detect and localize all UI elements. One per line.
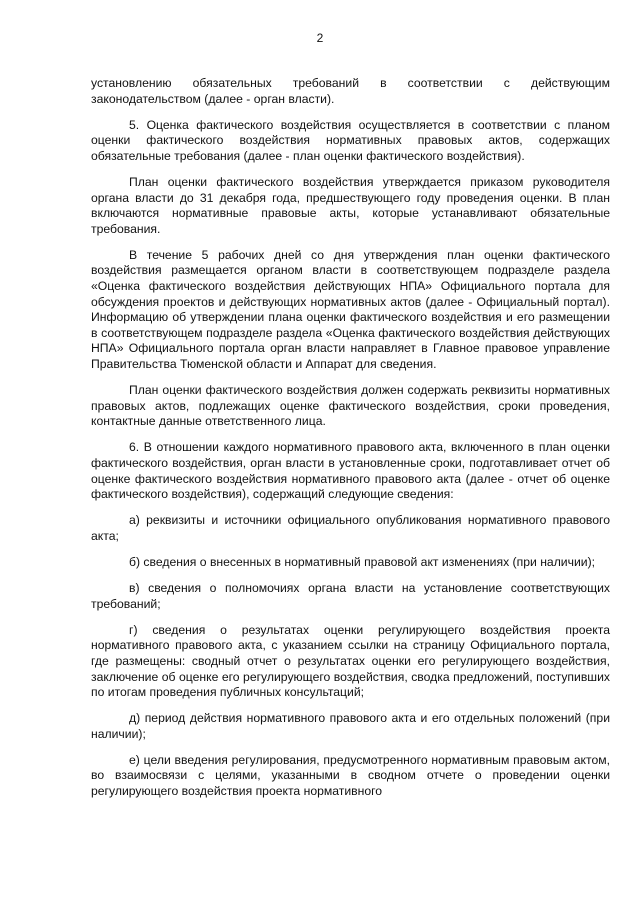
list-item-v: в) сведения о полномочиях органа власти на установление соответствующих требований;	[91, 581, 610, 611]
document-body	[91, 76, 610, 810]
list-item-d: д) период действия нормативного правового акта и его отдельных положений (при наличии);	[91, 711, 610, 741]
list-item-b: б) сведения о внесенных в нормативный правовой акт изменениях (при наличии);	[129, 554, 596, 569]
list-item-a: а) реквизиты и источники официального опубликования нормативного правового акта;	[91, 513, 610, 543]
paragraph-plan-approval: План оценки фактического воздействия утверждается приказом руководителя органа власти до 31 декабря года, предшествующего году проведения оценки. В план включаются нормативные правовые акты, которые устанавливают обязательные требования.	[91, 174, 610, 236]
paragraph-plan-contents: План оценки фактического воздействия должен содержать реквизиты нормативных правовых актов, подлежащих оценке фактического воздействия, сроки проведения, контактные данные ответственного лица.	[91, 383, 610, 429]
list-item-g: г) сведения о результатах оценки регулирующего воздействия проекта нормативного правового акта, с указанием ссылки на страницу Официального портала, где размещены: сводный отчет о результатах оценки его регулирующего воздействия, заключение об оценке его регулирующего воздействия, сводка предложений, поступивших по итогам проведения публичных консультаций;	[91, 622, 610, 700]
paragraph-item-6: 6. В отношении каждого нормативного правового акта, включенного в план оценки фактического воздействия, орган власти в установленные сроки, подготавливает отчет об оценке фактического воздействия нормативного правового акта (далее - отчет об оценке фактического воздействия), содержащий следующие сведения:	[91, 440, 610, 502]
paragraph-item-5: 5. Оценка фактического воздействия осуществляется в соответствии с планом оценки фактического воздействия нормативных правовых актов, содержащих обязательные требования (далее - план оценки фактического воздействия).	[91, 117, 610, 163]
list-item-e: е) цели введения регулирования, предусмотренного нормативным правовым актом, во взаимосвязи с целями, указанными в сводном отчете о проведении оценки регулирующего воздействия проекта нормативного	[91, 752, 610, 799]
paragraph-plan-publication: В течение 5 рабочих дней со дня утверждения план оценки фактического воздействия размещается органом власти в соответствующем подразделе раздела «Оценка фактического воздействия действующих НПА» Официального портала для обсуждения проектов и действующих нормативных актов (далее - Официальный портал). Информацию об утверждении плана оценки фактического воздействия и его размещении в соответствующем подразделе раздела «Оценка фактического воздействия действующих НПА» Официального портала орган власти направляет в Главное правовое управление Правительства Тюменской области и Аппарат для сведения.	[91, 247, 610, 371]
paragraph-continuation: установлению обязательных требований в соответствии с действующим законодательством (далее - орган власти).	[91, 76, 610, 106]
page-number: 2	[316, 31, 324, 45]
